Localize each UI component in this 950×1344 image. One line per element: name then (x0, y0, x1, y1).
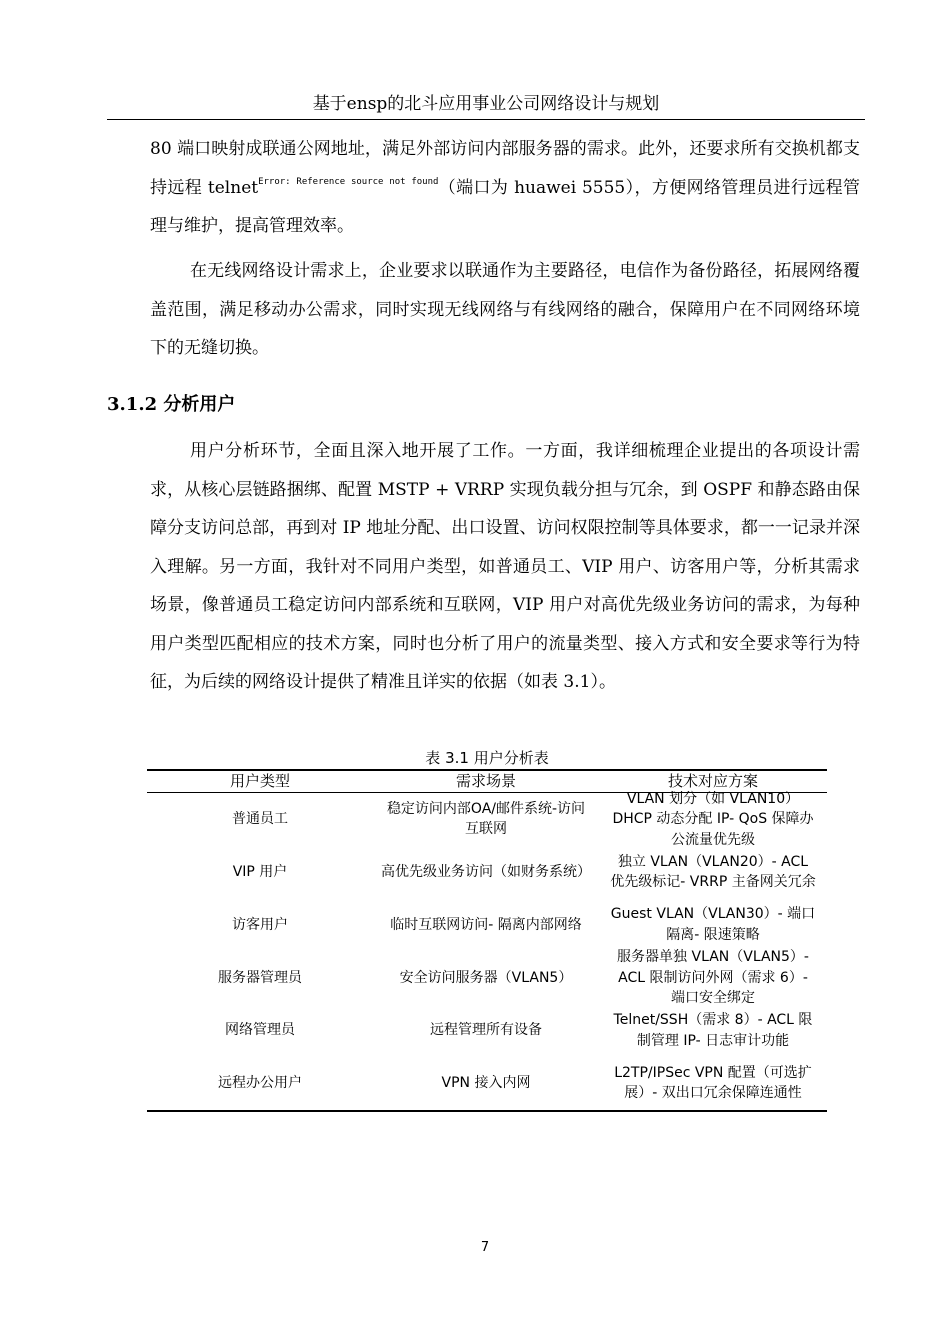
cell-solution: 服务器单独 VLAN（VLAN5）- ACL 限制访问外网（需求 6）- 端口安全绑定 (617, 949, 809, 1007)
cell-user-type: VIP 用户 (232, 863, 288, 880)
cell-user-type: 远程办公用户 (218, 1075, 302, 1092)
cell-solution: VLAN 划分（如 VLAN10）DHCP 动态分配 IP- QoS 保障办公流量优先级 (612, 790, 814, 848)
paragraph-text: （端口为 huawei 5555），方便网络管理员进行远程管理与维护，提高管理效率。 (150, 177, 861, 236)
user-analysis-table (147, 769, 827, 1112)
table-row (147, 949, 827, 1007)
cell-solution: Telnet/SSH（需求 8）- ACL 限制管理 IP- 日志审计功能 (613, 1012, 813, 1049)
cell-user-type: 普通员工 (232, 811, 288, 828)
table-row (147, 899, 827, 952)
paragraph-user-analysis: 用户分析环节，全面且深入地开展了工作。一方面，我详细梳理企业提出的各项设计需求，从核心层链路捆绑、配置 MSTP + VRRP 实现负载分担与冗余，到 OSPF 和静态路由保障分支访问总部，再到对 IP 地址分配、出口设置、访问权限控制等具体要求，都一一记录并深入理解。另一方面，我针对不同用户类型，如普通员工、VIP 用户、访客用户等，分析其需求场景，像普通员工稳定访问内部系统和互联网，VIP 用户对高优先级业务访问的需求，为每种用户类型匹配相应的技术方案，同时也分析了用户的流量类型、接入方式和安全要求等行为特征，为后续的网络设计提供了精准且详实的依据（如表 3.1）。 (150, 441, 860, 692)
header-divider (107, 119, 865, 120)
reference-error-superscript: Error: Reference source not found (258, 176, 439, 187)
cell-user-type: 网络管理员 (225, 1022, 295, 1039)
header-cell-user-type: 用户类型 (229, 772, 290, 791)
cell-scenario: VPN 接入内网 (441, 1075, 531, 1092)
cell-user-type: 服务器管理员 (218, 969, 302, 986)
cell-solution: Guest VLAN（VLAN30）- 端口隔离- 限速策略 (610, 906, 816, 943)
cell-scenario: 远程管理所有设备 (430, 1022, 542, 1039)
table-caption: 表 3.1 用户分析表 (425, 749, 549, 767)
page-number: 7 (480, 1240, 490, 1255)
table-bottom-rule (147, 1110, 827, 1112)
cell-scenario: 高优先级业务访问（如财务系统） (381, 863, 591, 880)
cell-scenario: 安全访问服务器（VLAN5） (399, 969, 573, 986)
cell-scenario: 临时互联网访问- 隔离内部网络 (390, 916, 582, 933)
section-heading: 3.1.2 分析用户 (107, 394, 236, 415)
paragraph-wireless: 在无线网络设计需求上，企业要求以联通作为主要路径，电信作为备份路径，拓展网络覆盖范围，满足移动办公需求，同时实现无线网络与有线网络的融合，保障用户在不同网络环境下的无缝切换。 (150, 261, 860, 358)
cell-solution: L2TP/IPSec VPN 配置（可选扩展）- 双出口冗余保障连通性 (614, 1064, 812, 1102)
table-row (147, 1057, 827, 1110)
paragraph-text: 80 端口映射成联通公网地址，满足外部访问内部服务器的需求。此外，还要求所有交换机都支持远程 telnet (150, 139, 860, 198)
table-row (147, 790, 827, 848)
header-cell-scenario: 需求场景 (455, 772, 516, 791)
cell-scenario: 稳定访问内部OA/邮件系统-访问互联网 (386, 800, 586, 838)
cell-solution: 独立 VLAN（VLAN20）- ACL 优先级标记- VRRP 主备网关冗余 (610, 853, 816, 891)
table-row (147, 1004, 827, 1057)
page-header: 基于ensp的北斗应用事业公司网络设计与规划 (312, 94, 660, 114)
table-row (147, 846, 827, 899)
cell-user-type: 访客用户 (232, 916, 288, 933)
header-cell-solution: 技术对应方案 (667, 772, 758, 791)
paragraph-requirements (150, 130, 860, 246)
